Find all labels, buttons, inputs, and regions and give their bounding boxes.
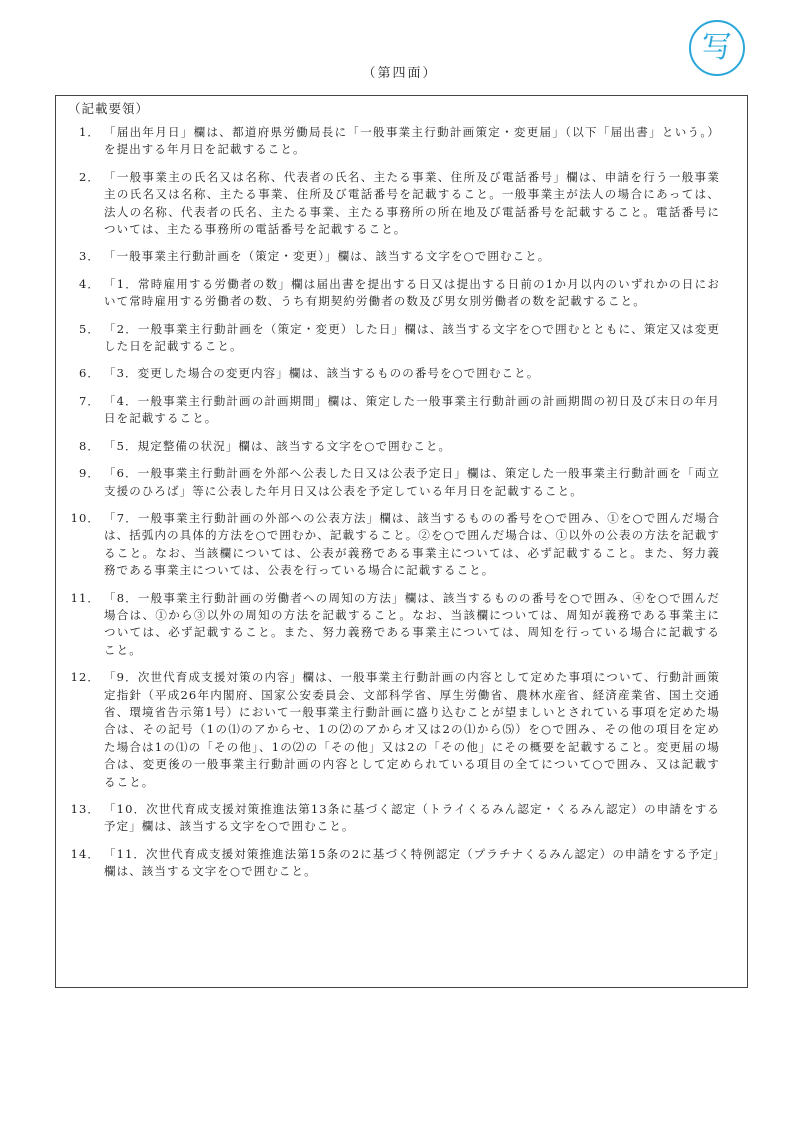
instruction-item [56,321,747,356]
instruction-item [56,393,747,428]
section-title: （記載要領） [68,101,150,116]
instruction-item [56,438,747,455]
instruction-number: 8． [78,438,100,453]
instruction-item [56,846,747,881]
instruction-item [56,669,747,791]
instruction-text: 「10．次世代育成支援対策推進法第13条に基づく認定（トライくるみん認定・くるみん認定）の申請をする予定」欄は、該当する文字を○で囲むこと。 [104,802,720,834]
instruction-number: 4． [78,276,100,291]
instruction-item [56,248,747,265]
instruction-text: 「11．次世代育成支援対策推進法第15条の2に基づく特例認定（プラチナくるみん認定）の申請をする予定」欄は、該当する文字を○で囲むこと。 [104,846,720,879]
instruction-item [56,590,747,660]
instruction-number: 1． [78,125,100,139]
instruction-number: 14． [70,846,100,861]
instruction-number: 7． [78,393,100,408]
instructions-frame [55,95,748,988]
instruction-number: 6． [78,366,100,381]
instruction-item [56,465,747,500]
instruction-text: 「9．次世代育成支援対策の内容」欄は、一般事業主行動計画の内容として定めた事項について、行動計画策定指針（平成26年内閣府、国家公安委員会、文部科学省、厚生労働省、農林水産省、経済産業省、国土交通省、環境省告示第1号）において一般事業主行動計画に盛り込むことが望ましいとされている事項を定めた場合は、その記号（1の⑴のアからセ、1の⑵のアからオ又は2の⑴から⑸）を○で囲み、その他の項目を定めた場合は1の⑴の「その他」、1の⑵の「その他」又は2の「その他」にその概要を記載すること。変更届の場合は、変更後の一般事業主行動計画の内容として定められている項目の全てについて○で囲み、又は記載すること。 [104,670,720,789]
instruction-text: 「1．常時雇用する労働者の数」欄は届出書を提出する日又は提出する日前の1か月以内のいずれかの日において常時雇用する労働者の数、うち有期契約労働者の数及び男女別労働者の数を記載すること。 [104,276,720,309]
instruction-number: 3． [78,249,100,264]
instruction-text: 「8．一般事業主行動計画の労働者への周知の方法」欄は、該当するものの番号を○で囲み、④を○で囲んだ場合は、①から③以外の周知の方法を記載すること。なお、当該欄については、周知が義務である事業主については、必ず記載すること。また、努力義務である事業主については、周知を行っている場合に記載すること。 [104,590,720,657]
instruction-number: 5． [78,321,100,336]
instruction-list [56,124,747,891]
instruction-item [56,801,747,836]
instruction-text: 「届出年月日」欄は、都道府県労働局長に「一般事業主行動計画策定・変更届」（以下「届出書」という。）を提出する年月日を記載すること。 [104,125,720,157]
instruction-text: 「2．一般事業主行動計画を（策定・変更）した日」欄は、該当する文字を○で囲むとともに、策定又は変更した日を記載すること。 [104,321,720,354]
instruction-number: 12． [70,670,100,685]
instruction-text: 「6．一般事業主行動計画を外部へ公表した日又は公表予定日」欄は、策定した一般事業主行動計画を「両立支援のひろば」等に公表した年月日又は公表を予定している年月日を記載すること。 [104,466,720,498]
instruction-number: 9． [78,466,100,481]
instruction-number: 2． [78,169,100,184]
instruction-text: 「3．変更した場合の変更内容」欄は、該当するものの番号を○で囲むこと。 [104,366,540,381]
instruction-item [56,169,747,239]
instruction-text: 「5．規定整備の状況」欄は、該当する文字を○で囲むこと。 [104,438,452,453]
instruction-item [56,276,747,311]
instruction-number: 13． [70,802,100,816]
instruction-item [56,124,747,159]
instruction-item [56,510,747,580]
instruction-text: 「一般事業主の氏名又は名称、代表者の氏名、主たる事業、住所及び電話番号」欄は、申請を行う一般事業主の氏名又は名称、主たる事業、住所及び電話番号を記載すること。一般事業主が法人の場合にあっては、法人の名称、代表者の氏名、主たる事業、主たる事務所の所在地及び電話番号を記載すること。電話番号については、主たる事務所の電話番号を記載すること。 [104,169,720,237]
instruction-text: 「4．一般事業主行動計画の計画期間」欄は、策定した一般事業主行動計画の計画期間の初日及び末日の年月日を記載すること。 [104,393,720,426]
instruction-item [56,365,747,382]
instruction-number: 10． [70,510,100,525]
instruction-text: 「一般事業主行動計画を（策定・変更）」欄は、該当する文字を○で囲むこと。 [104,249,551,264]
page-title: （第四面） [362,66,438,81]
instruction-text: 「7．一般事業主行動計画の外部への公表方法」欄は、該当するものの番号を○で囲み、①を○で囲んだ場合は、括弧内の具体的方法を○で囲むか、記載すること。②を○で囲んだ場合は、①以外の公表の方法を記載すること。なお、当該欄については、公表が義務である事業主については、必ず記載すること。また、努力義務である事業主については、公表を行っている場合に記載すること。 [104,510,720,578]
instruction-number: 11． [70,590,100,605]
copy-stamp: 写 [689,20,745,76]
